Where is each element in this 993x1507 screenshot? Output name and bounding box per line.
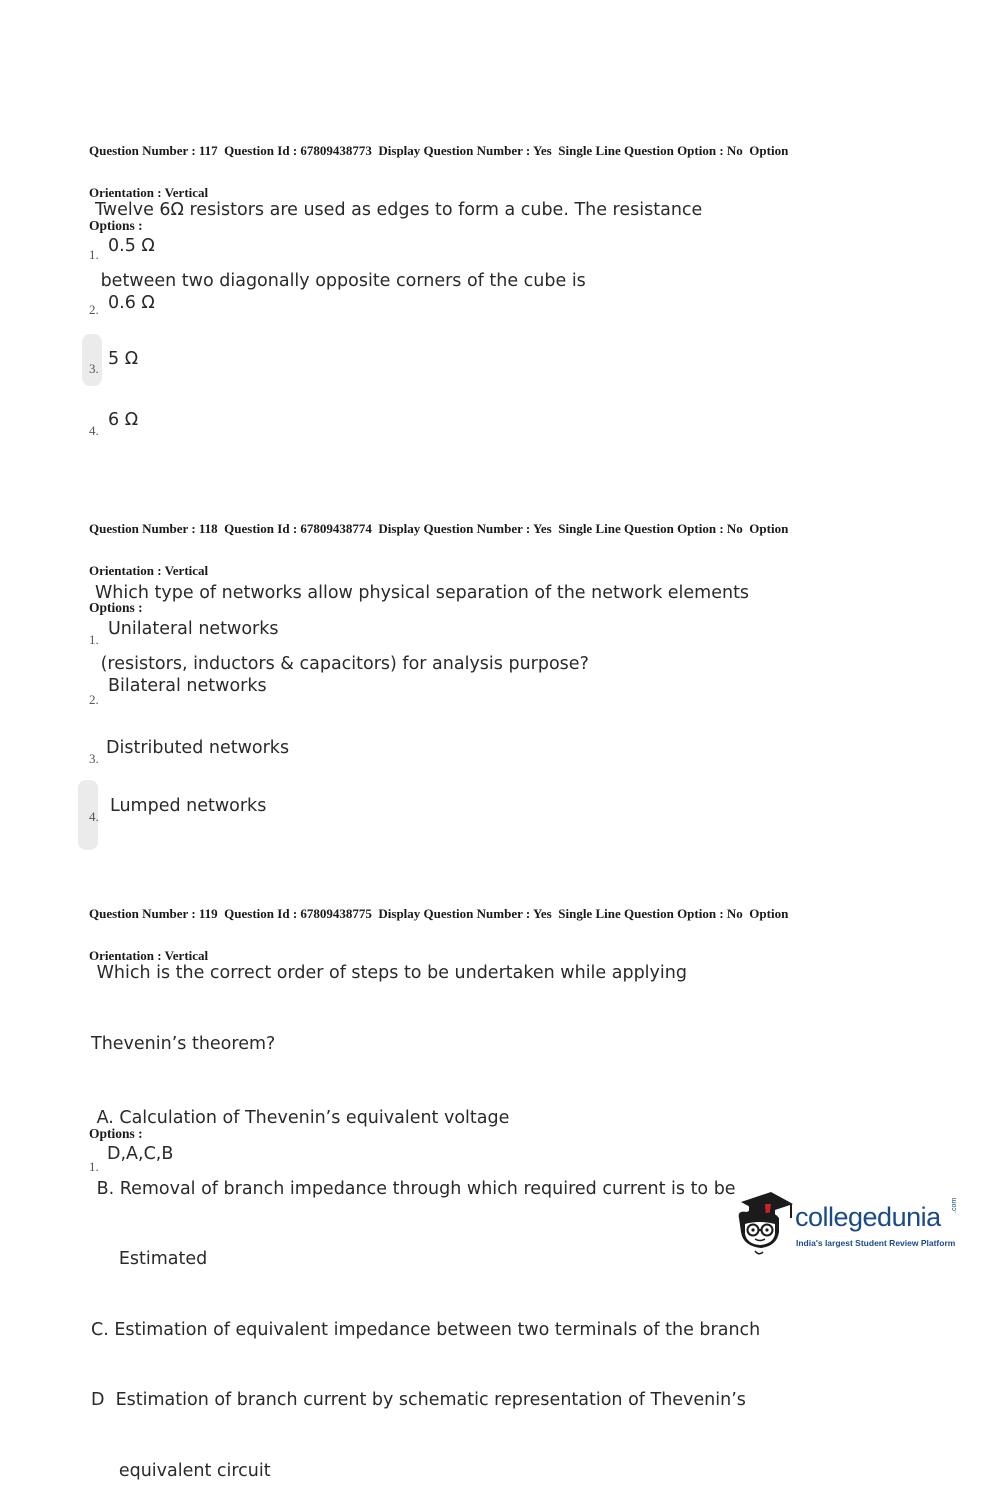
option-text[interactable]: Distributed networks (106, 738, 290, 758)
brand-suffix: .com (951, 1197, 958, 1213)
option-number: 4. (89, 423, 99, 438)
question-text-line: Which is the correct order of steps to be undertaken while applying (91, 963, 687, 983)
question-text-line: Thevenin’s theorem? (91, 1033, 276, 1054)
question-text-line: B. Removal of branch impedance through which required current is to be (91, 1178, 736, 1199)
selected-option-highlight (82, 334, 102, 386)
question-119-text (91, 915, 760, 1507)
question-117-text (95, 152, 702, 317)
question-meta-line: Orientation : Vertical (89, 185, 209, 200)
question-meta-line: Question Number : 119 Question Id : 67809438775 Display Question Number : Yes Single Line Question Option : No Option (89, 906, 789, 921)
options-label: Options : (89, 218, 143, 233)
question-text-line: Which type of networks allow physical separation of the network elements (95, 583, 750, 603)
question-text-line: between two diagonally opposite corners of the cube is (95, 270, 586, 291)
option-number: 1. (89, 1159, 99, 1174)
question-text-line: Twelve 6Ω resistors are used as edges to form a cube. The resistance (95, 200, 703, 220)
option-number: 2. (89, 692, 99, 707)
question-text-line: A. Calculation of Thevenin’s equivalent voltage (91, 1108, 510, 1128)
mascot-icon (733, 1188, 795, 1260)
question-text-line: (resistors, inductors & capacitors) for analysis purpose? (95, 653, 589, 674)
option-number: 1. (89, 247, 99, 262)
question-meta-line: Orientation : Vertical (89, 948, 209, 963)
option-text[interactable]: 0.5 Ω (108, 236, 155, 256)
question-meta-line: Orientation : Vertical (89, 563, 209, 578)
option-text[interactable]: 0.6 Ω (108, 293, 155, 313)
option-text[interactable]: 6 Ω (108, 410, 139, 430)
question-text-line: C. Estimation of equivalent impedance between two terminals of the branch (91, 1319, 761, 1340)
question-text-line: Estimated (91, 1249, 208, 1269)
option-number: 3. (89, 751, 99, 766)
options-label: Options : (89, 1126, 143, 1141)
option-number: 4. (89, 809, 99, 824)
options-label: Options : (89, 600, 143, 615)
option-number: 1. (89, 632, 99, 647)
question-118-text (95, 535, 749, 700)
brand-tagline: India's largest Student Review Platform (796, 1238, 956, 1248)
question-meta-line: Question Number : 117 Question Id : 67809438773 Display Question Number : Yes Single Line Question Option : No Option (89, 143, 789, 158)
option-number: 2. (89, 302, 99, 317)
option-text[interactable]: Lumped networks (110, 796, 267, 816)
question-meta-line: Question Number : 118 Question Id : 67809438774 Display Question Number : Yes Single Line Question Option : No Option (89, 521, 789, 536)
question-text-line: equivalent circuit (91, 1460, 271, 1481)
option-text[interactable]: D,A,C,B (107, 1144, 174, 1164)
option-text[interactable]: Unilateral networks (108, 619, 279, 639)
brand-name: collegedunia (795, 1202, 941, 1232)
option-text[interactable]: Bilateral networks (108, 676, 267, 696)
option-text[interactable]: 5 Ω (108, 349, 139, 369)
option-number: 3. (89, 361, 99, 376)
question-text-line: D Estimation of branch current by schematic representation of Thevenin’s (91, 1390, 746, 1410)
